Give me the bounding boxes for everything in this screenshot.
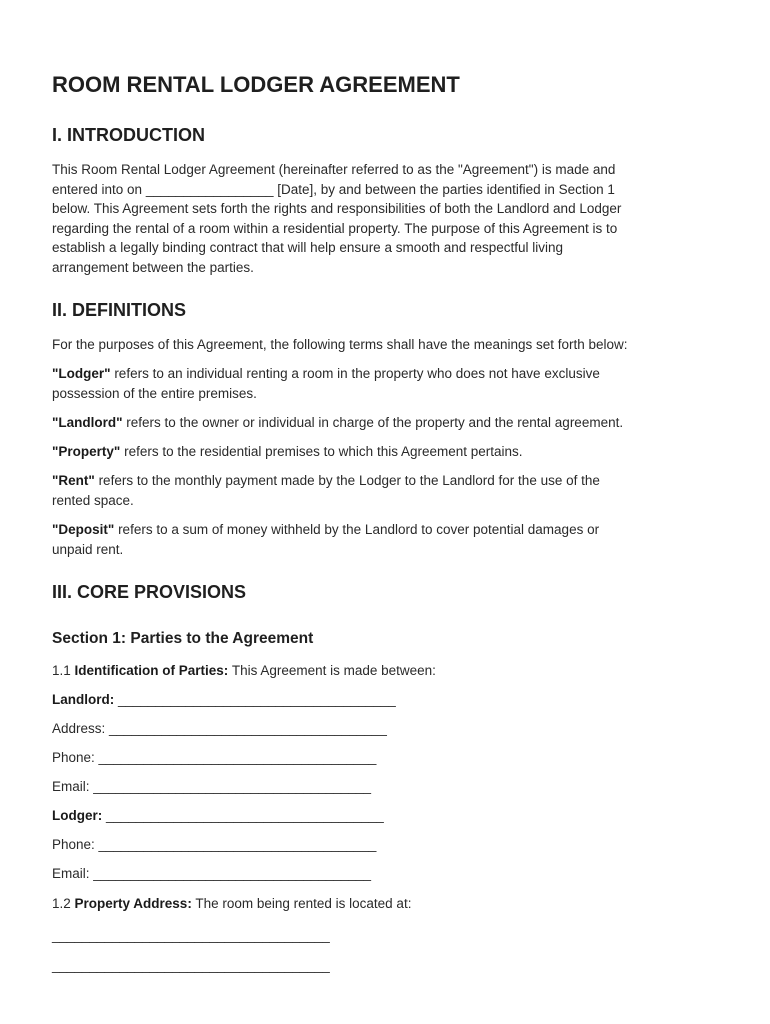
- introduction-heading: I. INTRODUCTION: [52, 125, 205, 145]
- definition-rent-continued: rented space.: [52, 492, 134, 508]
- definition-term: "Lodger": [52, 366, 111, 381]
- definition-term: "Landlord": [52, 415, 123, 430]
- clause-number: 1.1: [52, 663, 75, 678]
- clause-text: This Agreement is made between:: [228, 663, 436, 678]
- document-title: ROOM RENTAL LODGER AGREEMENT: [52, 72, 460, 97]
- lodger-name-field: [52, 806, 384, 826]
- definition-lodger-continued: possession of the entire premises.: [52, 385, 257, 401]
- landlord-blank: _____________________________________: [114, 692, 396, 707]
- definition-landlord: [52, 413, 623, 433]
- lodger-label: Lodger:: [52, 808, 103, 823]
- definition-text: refers to a sum of money withheld by the Landlord to cover potential damages or: [114, 522, 600, 537]
- definition-term: "Property": [52, 444, 121, 459]
- intro-line-1: This Room Rental Lodger Agreement (hereinafter referred to as the "Agreement") is made and: [52, 162, 616, 177]
- core-provisions-heading: III. CORE PROVISIONS: [52, 582, 247, 602]
- landlord-label: Landlord:: [52, 692, 115, 707]
- landlord-name-field: [52, 690, 396, 710]
- definitions-intro: For the purposes of this Agreement, the following terms shall have the meanings set forth below:: [52, 337, 628, 352]
- clause-number: 1.2: [52, 896, 75, 911]
- definition-text: refers to an individual renting a room in the property who does not have exclusive: [110, 366, 600, 381]
- clause-1-2: [52, 894, 411, 914]
- definition-deposit-continued: unpaid rent.: [52, 541, 124, 557]
- intro-line-3: below. This Agreement sets forth the rights and responsibilities of both the Landlord and Lodger: [52, 201, 622, 216]
- definition-rent: [52, 471, 600, 491]
- clause-text: The room being rented is located at:: [191, 896, 412, 911]
- clause-1-1: [52, 661, 436, 681]
- clause-label: Identification of Parties:: [74, 663, 229, 678]
- lodger-email-field: Email: _____________________________________: [52, 866, 372, 881]
- definition-term: "Rent": [52, 473, 95, 488]
- section-1-heading: Section 1: Parties to the Agreement: [52, 630, 314, 647]
- landlord-email-field: Email: _____________________________________: [52, 779, 372, 794]
- definition-deposit: [52, 520, 599, 540]
- clause-label: Property Address:: [74, 896, 192, 911]
- lodger-blank: _____________________________________: [102, 808, 384, 823]
- definition-text: refers to the monthly payment made by the Lodger to the Landlord for the use of the: [94, 473, 600, 488]
- lodger-phone-field: Phone: _____________________________________: [52, 837, 377, 852]
- definitions-heading: II. DEFINITIONS: [52, 300, 187, 320]
- intro-line-6: arrangement between the parties.: [52, 259, 254, 275]
- landlord-phone-field: Phone: _____________________________________: [52, 750, 377, 765]
- property-address-line-2: _____________________________________: [52, 958, 330, 973]
- definition-term: "Deposit": [52, 522, 115, 537]
- intro-line-2: entered into on _________________ [Date], by and between the parties identified in Section 1: [52, 181, 615, 197]
- definition-text: refers to the residential premises to which this Agreement pertains.: [120, 444, 523, 459]
- definition-lodger: [52, 364, 600, 384]
- definition-text: refers to the owner or individual in charge of the property and the rental agreement.: [122, 415, 624, 430]
- property-address-line-1: _____________________________________: [52, 928, 330, 943]
- intro-line-4: regarding the rental of a room within a residential property. The purpose of this Agreement is to: [52, 220, 618, 236]
- landlord-address-field: Address: _____________________________________: [52, 721, 387, 736]
- definition-property: [52, 442, 523, 462]
- intro-line-5: establish a legally binding contract that will help ensure a smooth and respectful living: [52, 240, 564, 255]
